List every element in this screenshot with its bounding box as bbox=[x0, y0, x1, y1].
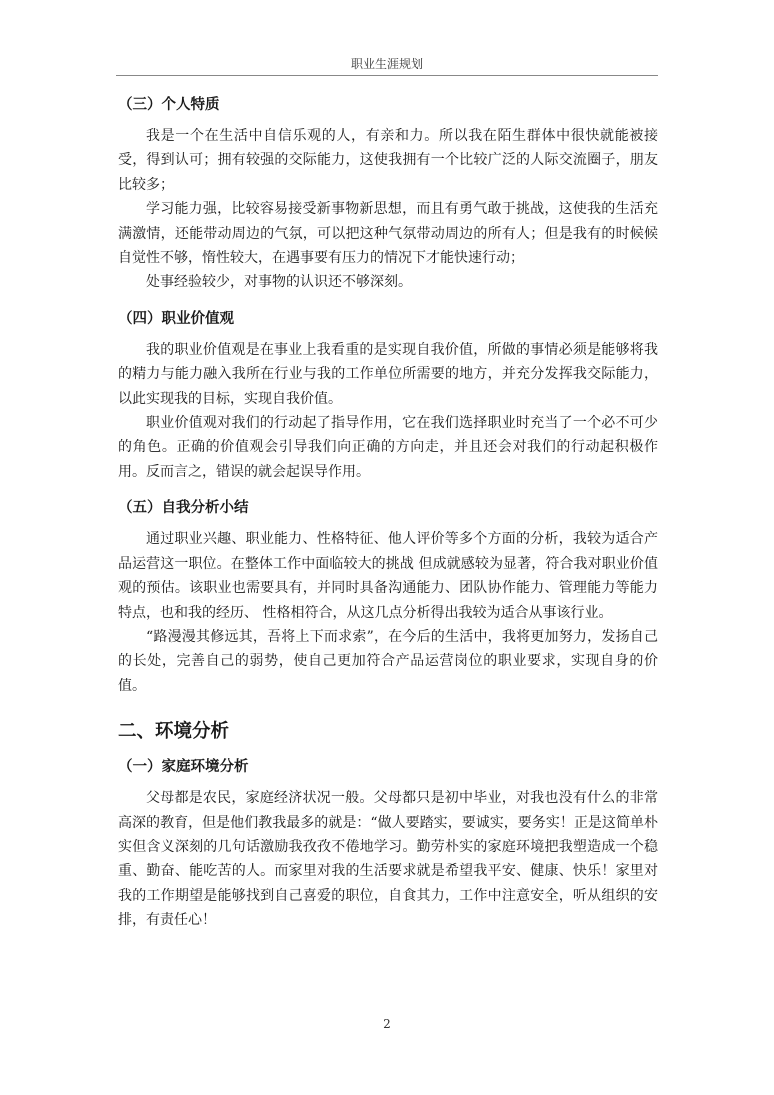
section-family-environment bbox=[118, 754, 658, 932]
header-rule bbox=[116, 75, 658, 76]
section-heading: （三）个人特质 bbox=[118, 97, 220, 113]
page-body bbox=[118, 92, 658, 933]
page-number: 2 bbox=[383, 1017, 391, 1031]
paragraph: “路漫漫其修远其，吾将上下而求索”，在今后的生活中，我将更加努力，发扬自己的长处，完善自己的弱势，使自己更加符合产品运营岗位的职业要求，实现自身的价值。 bbox=[118, 628, 658, 694]
section-heading: （一）家庭环境分析 bbox=[118, 759, 249, 776]
paragraph: 我是一个在生活中自信乐观的人，有亲和力。所以我在陌生群体中很快就能被接受，得到认可；拥有较强的交际能力，这使我拥有一个比较广泛的人际交流圈子，朋友比较多； bbox=[118, 128, 658, 193]
paragraph: 我的职业价值观是在事业上我看重的是实现自我价值，所做的事情必须是能够将我的精力与能力融入我所在行业与我的工作单位所需要的地方，并充分发挥我交际能力，以此实现我的目标，实现自我价值。 bbox=[118, 341, 658, 407]
paragraph: 处事经验较少，对事物的认识还不够深刻。 bbox=[146, 274, 412, 291]
section-self-analysis-summary bbox=[118, 495, 658, 698]
running-header: 职业生涯规划 bbox=[350, 57, 423, 71]
paragraph: 通过职业兴趣、职业能力、性格特征、他人评价等多个方面的分析，我较为适合产品运营这一职位。在整体工作中面临较大的挑战 但成就感较为显著，符合我对职业价值观的预估。该职业也需要具有，并同时具备沟通能力、团队协作能力、管理能力等能力特点，也和我的经历、 性格相符合，从这几点分析得出我较为适合从事该行业。 bbox=[118, 531, 658, 621]
paragraph: 父母都是农民，家庭经济状况一般。父母都只是初中毕业，对我也没有什么的非常高深的教育，但是他们教我最多的就是：“做人要踏实，要诚实，要务实！正是这简单朴实但含义深刻的几句话激励我孜孜不倦地学习。勤劳朴实的家庭环境把我塑造成一个稳重、勤奋、能吃苦的人。而家里对我的生活要求就是希望我平安、健康、快乐！家里对我的工作期望是能够找到自己喜爱的职位，自食其力，工作中注意安全，听从组织的安排，有责任心！ bbox=[118, 790, 658, 929]
section-career-values bbox=[118, 306, 658, 484]
paragraph: 职业价值观对我们的行动起了指导作用，它在我们选择职业时充当了一个必不可少的角色。正确的价值观会引导我们向正确的方向走，并且还会对我们的行动起积极作用。反而言之，错误的就会起误导作用。 bbox=[118, 415, 658, 480]
section-heading: （五）自我分析小结 bbox=[118, 500, 249, 517]
paragraph: 学习能力强，比较容易接受新事物新思想，而且有勇气敢于挑战，这使我的生活充满激情，还能带动周边的气氛，可以把这种气氛带动周边的所有人；但是我有的时候候自觉性不够，惰性较大，在遇事要有压力的情况下才能快速行动； bbox=[118, 201, 658, 267]
section-personal-traits bbox=[118, 92, 658, 295]
section-heading: （四）职业价值观 bbox=[118, 310, 234, 327]
chapter-heading: 二、环境分析 bbox=[118, 721, 230, 743]
chapter-environment-analysis bbox=[118, 718, 658, 932]
